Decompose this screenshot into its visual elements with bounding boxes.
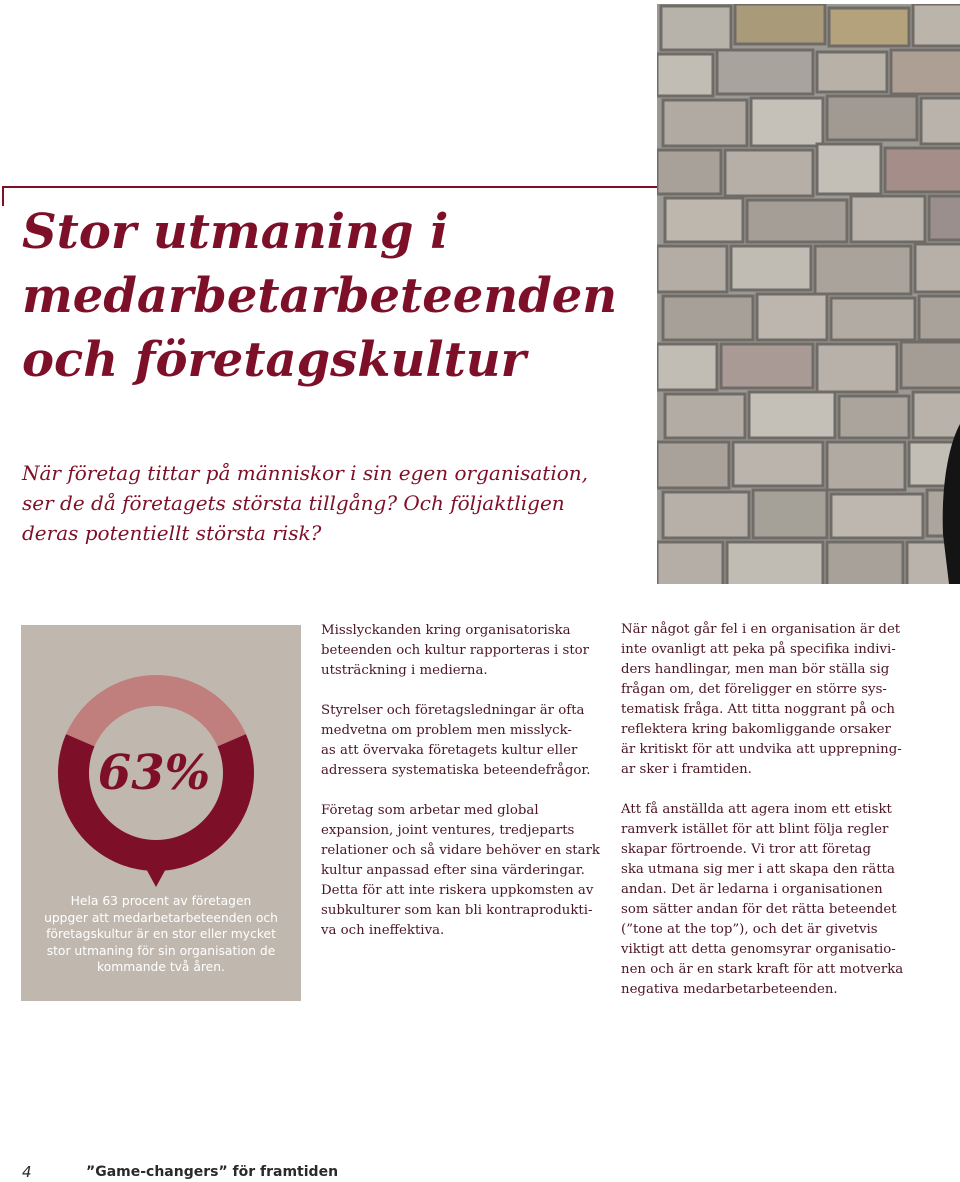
donut-pointer [144, 865, 168, 887]
footer-title: ”Game-changers” för framtiden [86, 1164, 339, 1180]
text-line: Företag som arbetar med global [321, 803, 539, 818]
header-rule [2, 186, 766, 188]
text-line: medvetna om problem men misslyck- [321, 723, 572, 738]
paragraph [621, 620, 921, 780]
text-line: Misslyckanden kring organisatoriska [321, 623, 571, 638]
body-column-2 [621, 620, 921, 1000]
text-line: inte ovanligt att peka på specifika indivi- [621, 642, 896, 657]
text-line: Att få anställda att agera inom ett etiskt [621, 802, 892, 817]
text-line: ar sker i framtiden. [621, 762, 752, 777]
caption-line: Hela 63 procent av företagen [70, 894, 252, 908]
lead-line: ser de då företagets största tillgång? Och följaktligen [22, 491, 565, 515]
text-line: expansion, joint ventures, tredjeparts [321, 823, 575, 838]
caption-line: företagskultur är en stor eller mycket [46, 927, 276, 941]
lead-line: När företag tittar på människor i sin egen organisation, [22, 461, 588, 485]
title-line: medarbetarbeteenden [22, 268, 618, 324]
text-line: beteenden och kultur rapporteras i stor [321, 643, 590, 658]
text-line: kultur anpassad efter sina värderingar. [321, 863, 585, 878]
text-line: andan. Det är ledarna i organisationen [621, 882, 883, 897]
text-line: skapar förtroende. Vi tror att företag [621, 842, 871, 857]
text-line: När något går fel i en organisation är det [621, 622, 901, 637]
statistic-value: 63% [97, 745, 211, 801]
statistic-panel [21, 625, 301, 1001]
title-line: och företagskultur [22, 332, 526, 388]
lead-paragraph [22, 458, 642, 548]
page-title [22, 200, 652, 392]
text-line: reflektera kring bakomliggande orsaker [621, 722, 891, 737]
caption-line: kommande två åren. [97, 960, 225, 974]
text-line: ska utmana sig mer i att skapa den rätta [621, 862, 895, 877]
text-line: relationer och så vidare behöver en stark [321, 843, 600, 858]
text-line: Styrelser och företagsledningar är ofta [321, 703, 585, 718]
paragraph [321, 801, 621, 941]
text-line: subkulturer som kan bli kontraproduktі- [321, 903, 593, 918]
paragraph [321, 701, 621, 781]
text-line: Detta för att inte riskera uppkomsten av [321, 883, 594, 898]
text-line: negativa medarbetarbeteenden. [621, 982, 838, 997]
text-line: as att övervaka företagets kultur eller [321, 743, 578, 758]
text-line: som sätter andan för det rätta beteendet [621, 902, 897, 917]
text-line: ramverk istället för att blint följa regler [621, 822, 889, 837]
paragraph [321, 621, 621, 681]
lead-line: deras potentiellt största risk? [22, 521, 322, 545]
paragraph [621, 800, 921, 1000]
text-line: frågan om, det föreligger en större sys- [621, 682, 887, 697]
statistic-caption [42, 893, 280, 976]
page-number: 4 [22, 1163, 32, 1181]
text-line: adressera systematiska beteendefrågor. [321, 763, 591, 778]
text-line: tematisk fråga. Att titta noggrant på och [621, 702, 895, 717]
text-line: viktigt att detta genomsyrar organisatio- [621, 942, 896, 957]
text-line: ders handlingar, men man bör ställa sig [621, 662, 890, 677]
text-line: utsträckning i medierna. [321, 663, 488, 678]
text-line: är kritiskt för att undvika att upprepning- [621, 742, 902, 757]
donut-segment-minor [66, 675, 246, 746]
caption-line: uppger att medarbetarbeteenden och [44, 910, 278, 925]
header-rule-tick [2, 186, 4, 206]
stone-wall-photo [657, 4, 960, 584]
text-line: va och ineffektiva. [321, 923, 445, 938]
text-line: nen och är en stark kraft för att motverka [621, 962, 904, 977]
caption-line: stor utmaning för sin organisation de [46, 943, 276, 958]
body-column-1 [321, 621, 621, 941]
text-line: (”tone at the top”), och det är givetvis [621, 922, 878, 937]
title-line: Stor utmaning i [22, 204, 449, 260]
